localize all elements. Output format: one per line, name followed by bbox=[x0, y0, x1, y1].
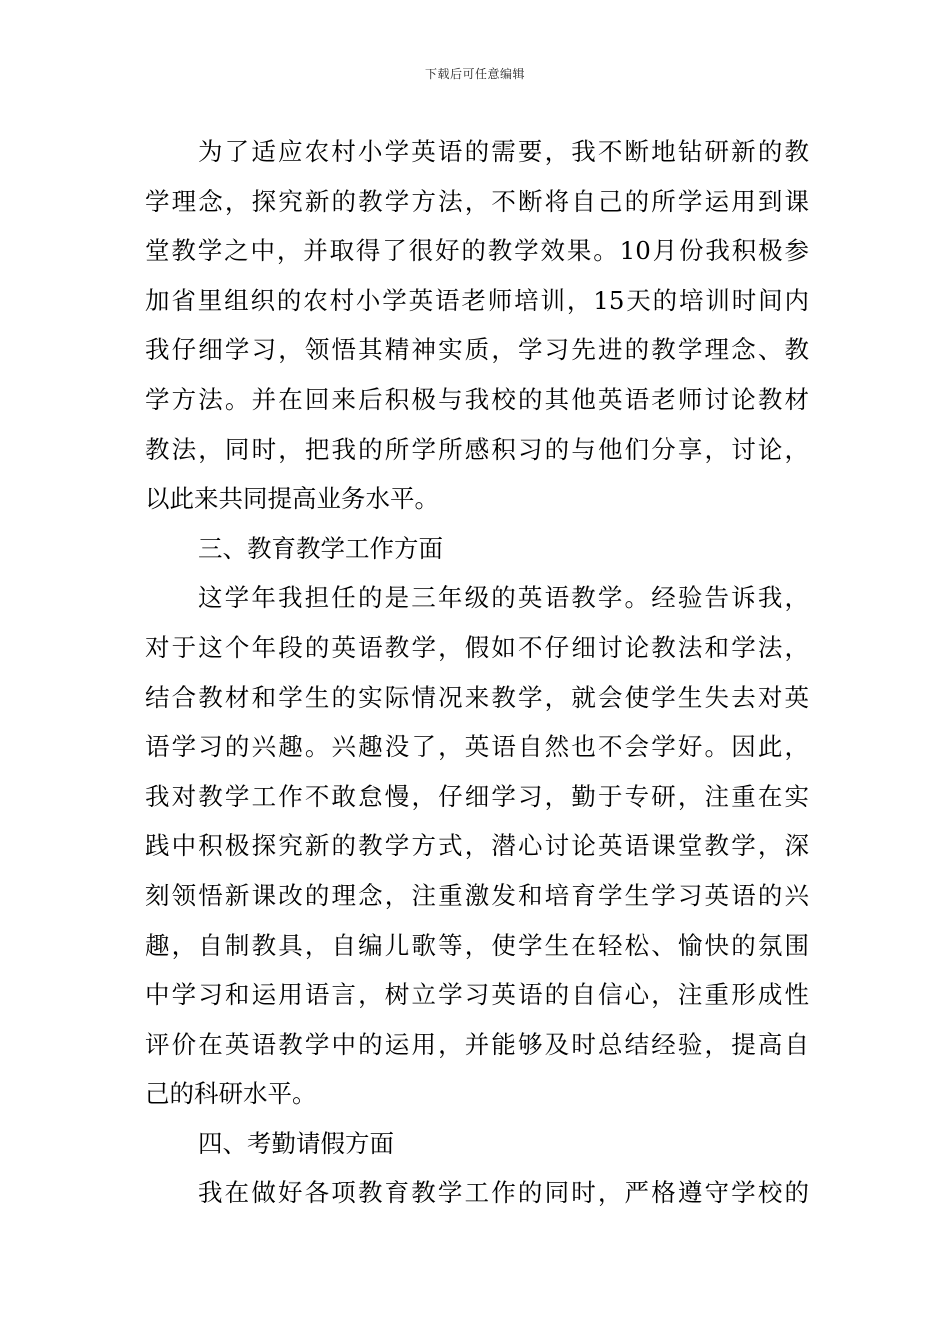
text-line: 我对教学工作不敢怠慢，仔细学习，勤于专研，注重在实 bbox=[145, 781, 809, 811]
text-line: 为了适应农村小学英语的需要，我不断地钻研新的教 bbox=[198, 137, 809, 166]
text-line: 践中积极探究新的教学方式，潜心讨论英语课堂教学，深 bbox=[145, 831, 809, 861]
text-line: 四、考勤请假方面 bbox=[198, 1128, 394, 1158]
text-line: 我在做好各项教育教学工作的同时，严格遵守学校的 bbox=[198, 1178, 809, 1208]
text-line: 对于这个年段的英语教学，假如不仔细讨论教法和学法， bbox=[145, 632, 809, 662]
text-line: 中学习和运用语言，树立学习英语的自信心，注重形成性 bbox=[145, 980, 809, 1010]
text-line: 评价在英语教学中的运用，并能够及时总结经验，提高自 bbox=[145, 1029, 809, 1059]
page-header-note: 下载后可任意编辑 bbox=[424, 67, 525, 81]
text-line: 我仔细学习，领悟其精神实质，学习先进的教学理念、教 bbox=[145, 335, 809, 365]
text-line: 趣，自制教具，自编儿歌等，使学生在轻松、愉快的氛围 bbox=[145, 930, 809, 960]
text-line: 堂教学之中，并取得了很好的教学效果。10月份我积极参 bbox=[145, 236, 809, 266]
text-line: 己的科研水平。 bbox=[145, 1079, 317, 1109]
text-line: 以此来共同提高业务水平。 bbox=[145, 484, 439, 514]
text-line: 结合教材和学生的实际情况来教学，就会使学生失去对英 bbox=[145, 682, 809, 712]
text-line: 加省里组织的农村小学英语老师培训，15天的培训时间内 bbox=[145, 285, 809, 315]
text-line: 学理念，探究新的教学方法，不断将自己的所学运用到课 bbox=[145, 186, 809, 216]
text-line: 刻领悟新课改的理念，注重激发和培育学生学习英语的兴 bbox=[145, 880, 809, 910]
text-line: 三、教育教学工作方面 bbox=[198, 533, 443, 563]
text-line: 这学年我担任的是三年级的英语教学。经验告诉我， bbox=[198, 583, 809, 613]
text-line: 语学习的兴趣。兴趣没了，英语自然也不会学好。因此， bbox=[145, 732, 809, 762]
text-line: 学方法。并在回来后积极与我校的其他英语老师讨论教材 bbox=[145, 384, 809, 414]
document-body bbox=[145, 127, 809, 1218]
text-line: 教法，同时，把我的所学所感积习的与他们分享，讨论， bbox=[145, 434, 809, 464]
